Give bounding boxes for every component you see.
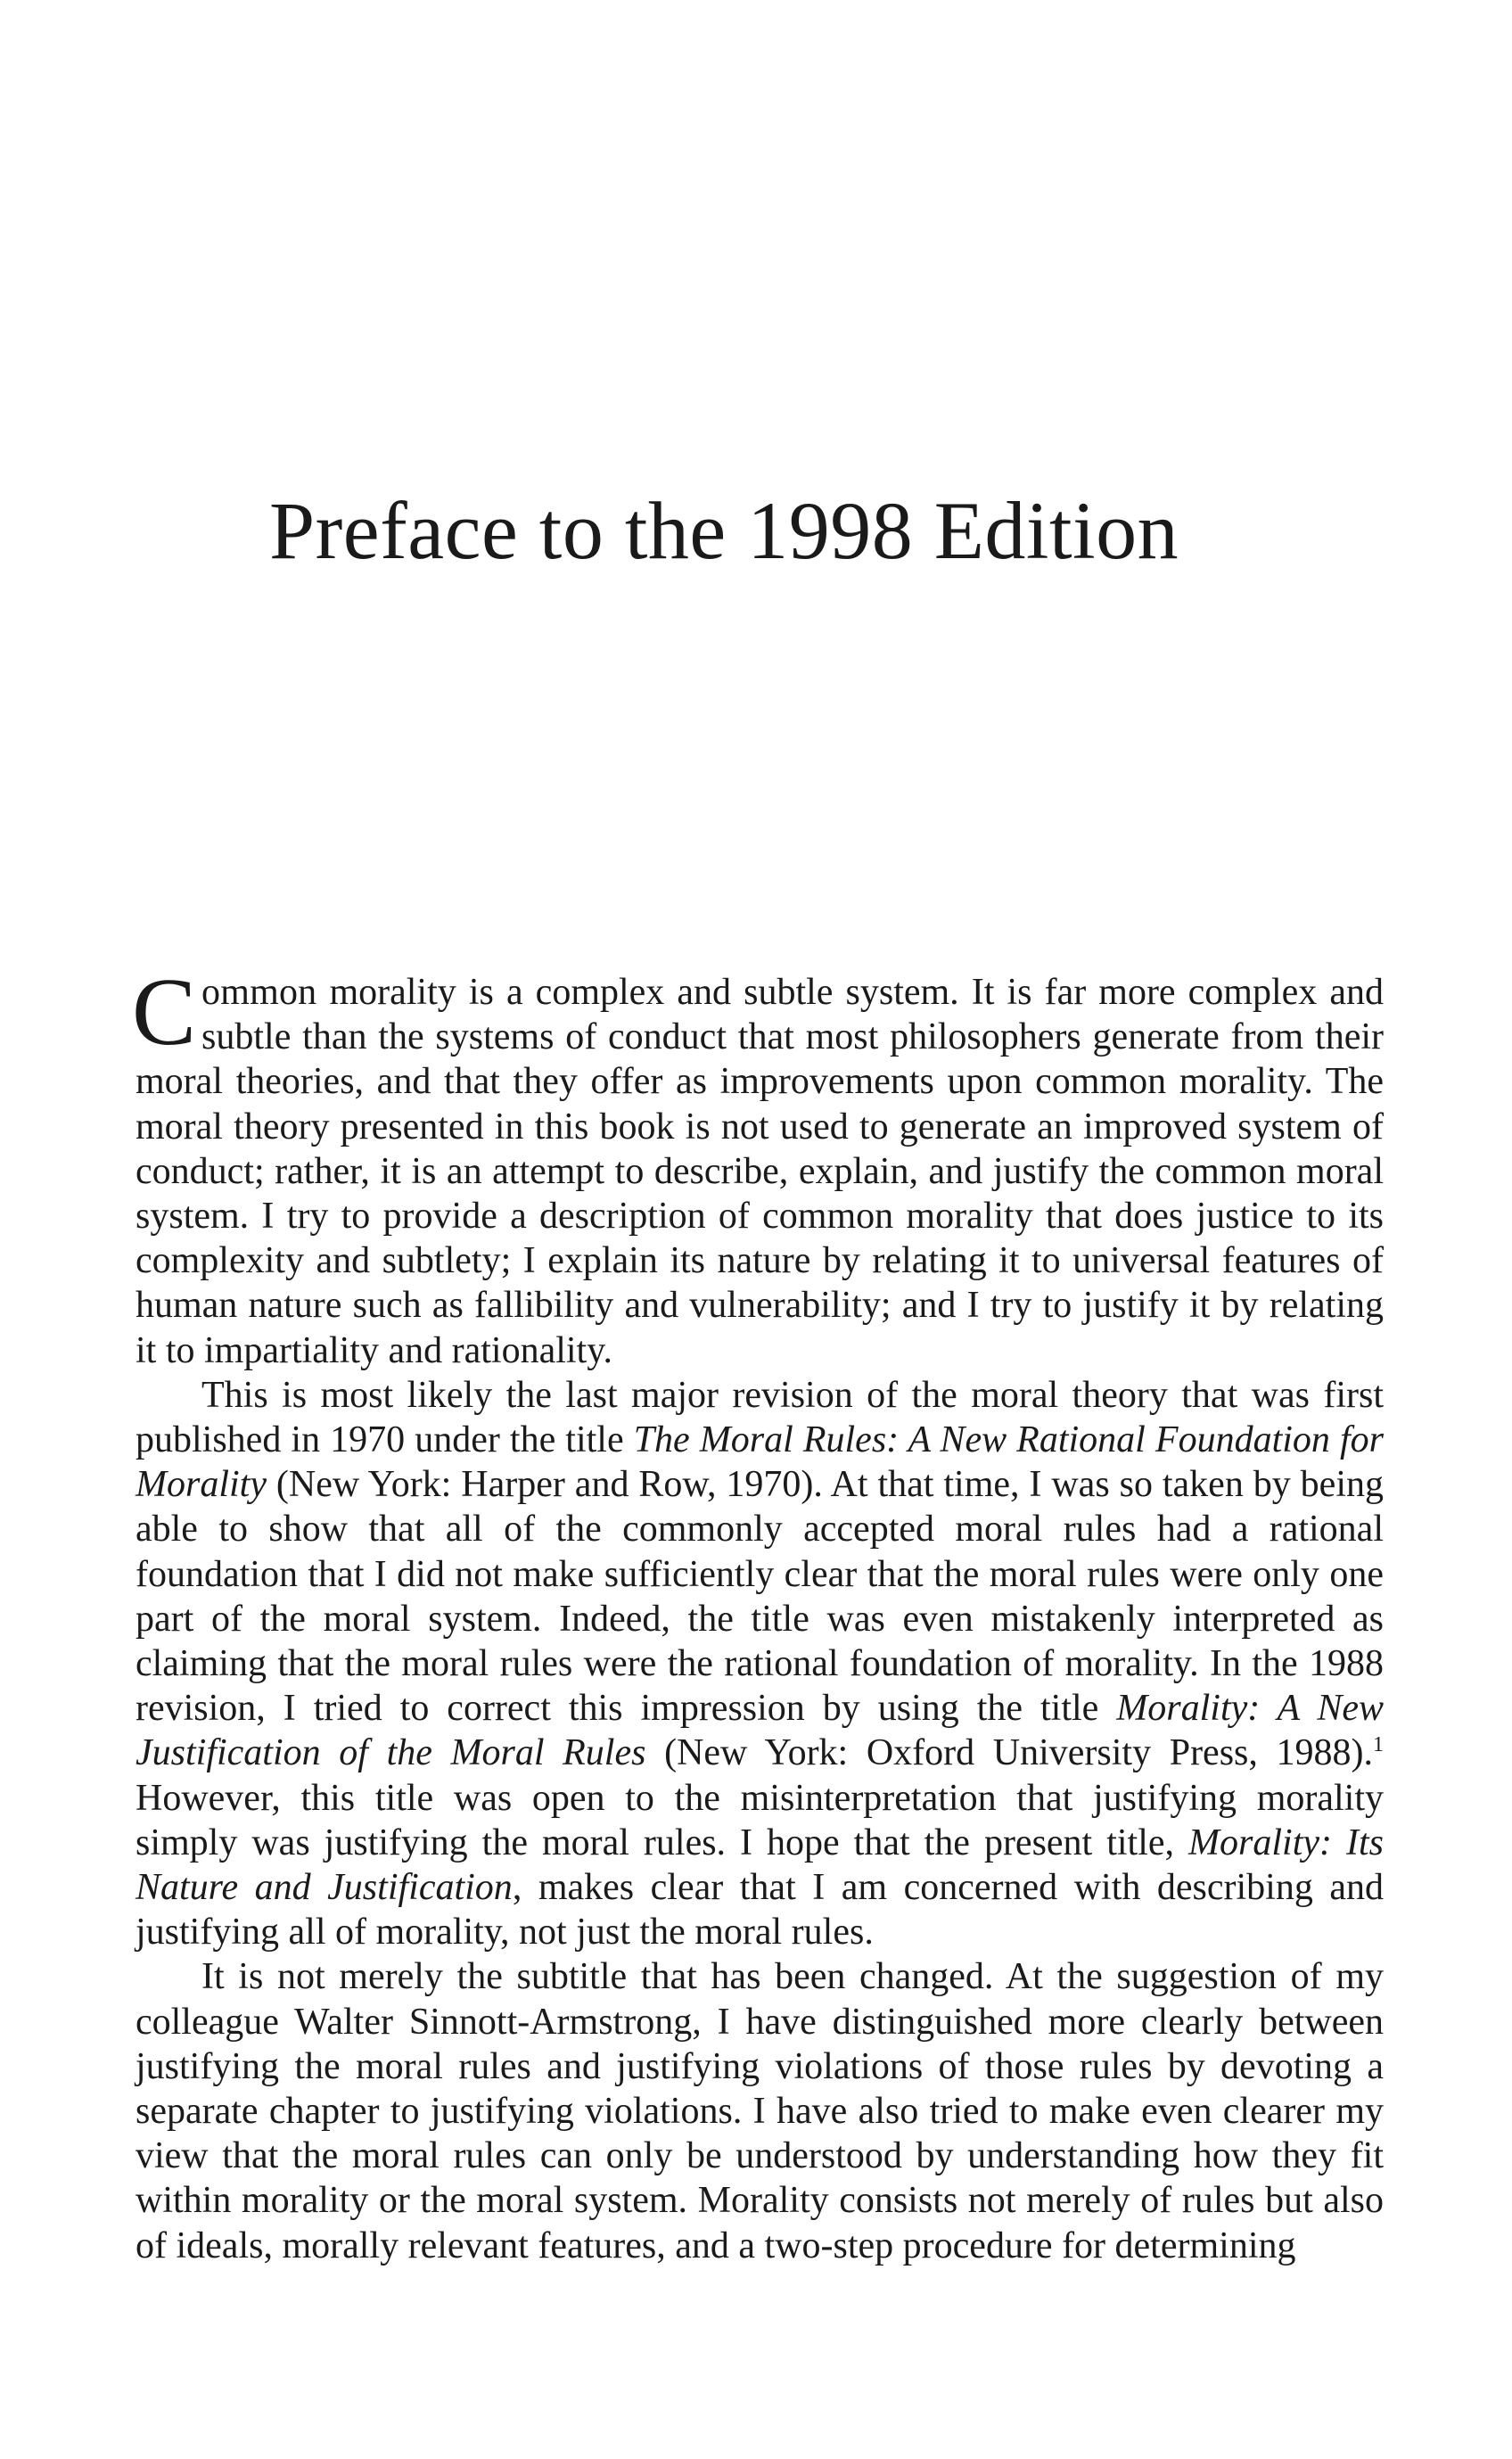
body-text [132, 959, 1385, 2268]
paragraph-1-lead: ommon [201, 972, 317, 1013]
paragraph-2-text-b: (New York: Harper and Row, 1970). At that time, I was so taken by being able to show that all of the commonly accepted moral rules had a rational foundation that I did not make sufficiently clear that the moral rules were only one part of the moral system. Indeed, the title was even mistakenly interpreted as claiming that the moral rules were the rational foundation of morality. In the 1988 revision, I tried to correct this impression by using the title [136, 1464, 1384, 1730]
paragraph-1-text: morality is a complex and subtle system. It is far more complex and subtle than the systems of conduct that most philosophers generate from their moral theories, and that they offer as improvements upon common morality. The moral theory presented in this book is not used to generate an improved system of conduct; rather, it is an attempt to describe, explain, and justify the common moral system. I try to provide a description of common morality that does justice to its complexity and subtlety; I explain its nature by relating it to universal features of human nature such as fallibility and vulnerability; and I try to justify it by relating it to impartiality and rationality. [136, 972, 1384, 1371]
paragraph-1 [132, 959, 1384, 1373]
paragraph-2 [136, 1373, 1384, 1955]
book-title-1988: Morality: A New Justification of the Moral Rules [136, 1688, 1384, 1774]
footnote-reference[interactable]: 1 [1373, 1733, 1385, 1757]
drop-cap: C [132, 959, 197, 1065]
paragraph-2-text-c: (New York: Oxford University Press, 1988). [645, 1732, 1374, 1774]
book-title-1970: The Moral Rules: A New Rational Foundation for Morality [136, 1419, 1384, 1506]
book-title-1998: Morality: Its Nature and Justification [136, 1822, 1384, 1909]
paragraph-2-text-a: This is most likely the last major revision of the moral theory that was first published in 1970 under the title [136, 1374, 1384, 1461]
chapter-title: Preface to the 1998 Edition [269, 485, 1179, 576]
paragraph-3-text: It is not merely the subtitle that has been changed. At the suggestion of my colleague Walter Sinnott-Armstrong, I have distinguished more clearly between justifying the moral rules and justifying violations of those rules by devoting a separate chapter to justifying violations. I have also tried to make even clearer my view that the moral rules can only be understood by understanding how they fit within morality or the moral system. Morality consists not merely of rules but also of ideals, morally relevant features, and a two-step procedure for determining [136, 1956, 1384, 2266]
paragraph-3 [136, 1954, 1384, 2267]
paragraph-2-text-d: However, this title was open to the misinterpretation that justifying morality simply was justifying the moral rules. I hope that the present title, [136, 1777, 1384, 1863]
paragraph-2-text-e: , makes clear that I am concerned with describing and justifying all of morality, not just the moral rules. [136, 1867, 1384, 1953]
